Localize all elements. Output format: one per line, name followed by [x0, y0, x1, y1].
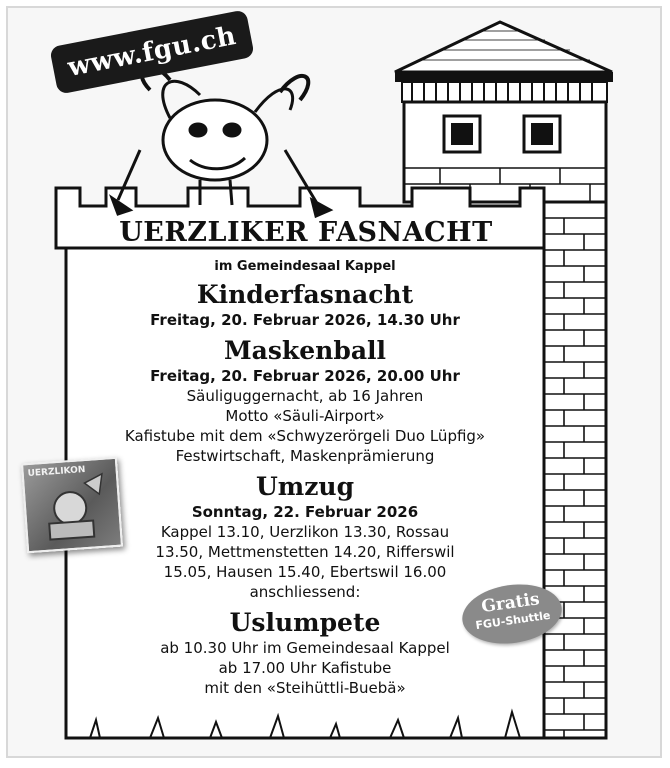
event-title: Kinderfasnacht [196, 280, 414, 309]
goat-sticker-icon [23, 459, 121, 551]
shuttle-name: FGU-Shuttle [474, 608, 552, 633]
event-detail: mit den «Steihüttli-Buebä» [204, 679, 406, 697]
venue-line: im Gemeindesaal Kappel [214, 259, 396, 274]
event-title: Uslumpete [229, 608, 381, 637]
sticker-thumbnail [21, 457, 123, 553]
event-maskenball [70, 336, 540, 466]
thumbnail-label: UERZLIKON [27, 464, 86, 480]
event-umzug [70, 472, 540, 602]
event-detail: Kafistube mit dem «Schwyzerörgeli Duo Lüpfig» [124, 427, 486, 445]
event-date: Freitag, 20. Februar 2026, 20.00 Uhr [150, 367, 460, 385]
event-detail: Motto «Säuli-Airport» [225, 407, 385, 425]
event-detail: 15.05, Hausen 15.40, Ebertswil 16.00 [163, 563, 447, 581]
website-url: www.fgu.ch [65, 20, 239, 84]
event-detail: Säuliguggernacht, ab 16 Jahren [186, 387, 424, 405]
event-title: Maskenball [223, 336, 387, 365]
event-title: Umzug [255, 472, 355, 501]
event-kinderfasnacht [70, 280, 540, 330]
event-detail: anschliessend: [249, 583, 361, 601]
event-detail: 13.50, Mettmenstetten 14.20, Rifferswil [155, 543, 455, 561]
poster-title: UERZLIKER FASNACHT [119, 216, 493, 248]
event-detail: ab 10.30 Uhr im Gemeindesaal Kappel [160, 639, 450, 657]
shuttle-free-label: Gratis [480, 589, 541, 618]
event-detail: Festwirtschaft, Maskenprämierung [175, 447, 435, 465]
event-date: Sonntag, 22. Februar 2026 [191, 503, 419, 521]
event-detail: Kappel 13.10, Uerzlikon 13.30, Rossau [160, 523, 450, 541]
event-detail: ab 17.00 Uhr Kafistube [218, 659, 392, 677]
event-date: Freitag, 20. Februar 2026, 14.30 Uhr [150, 311, 460, 329]
